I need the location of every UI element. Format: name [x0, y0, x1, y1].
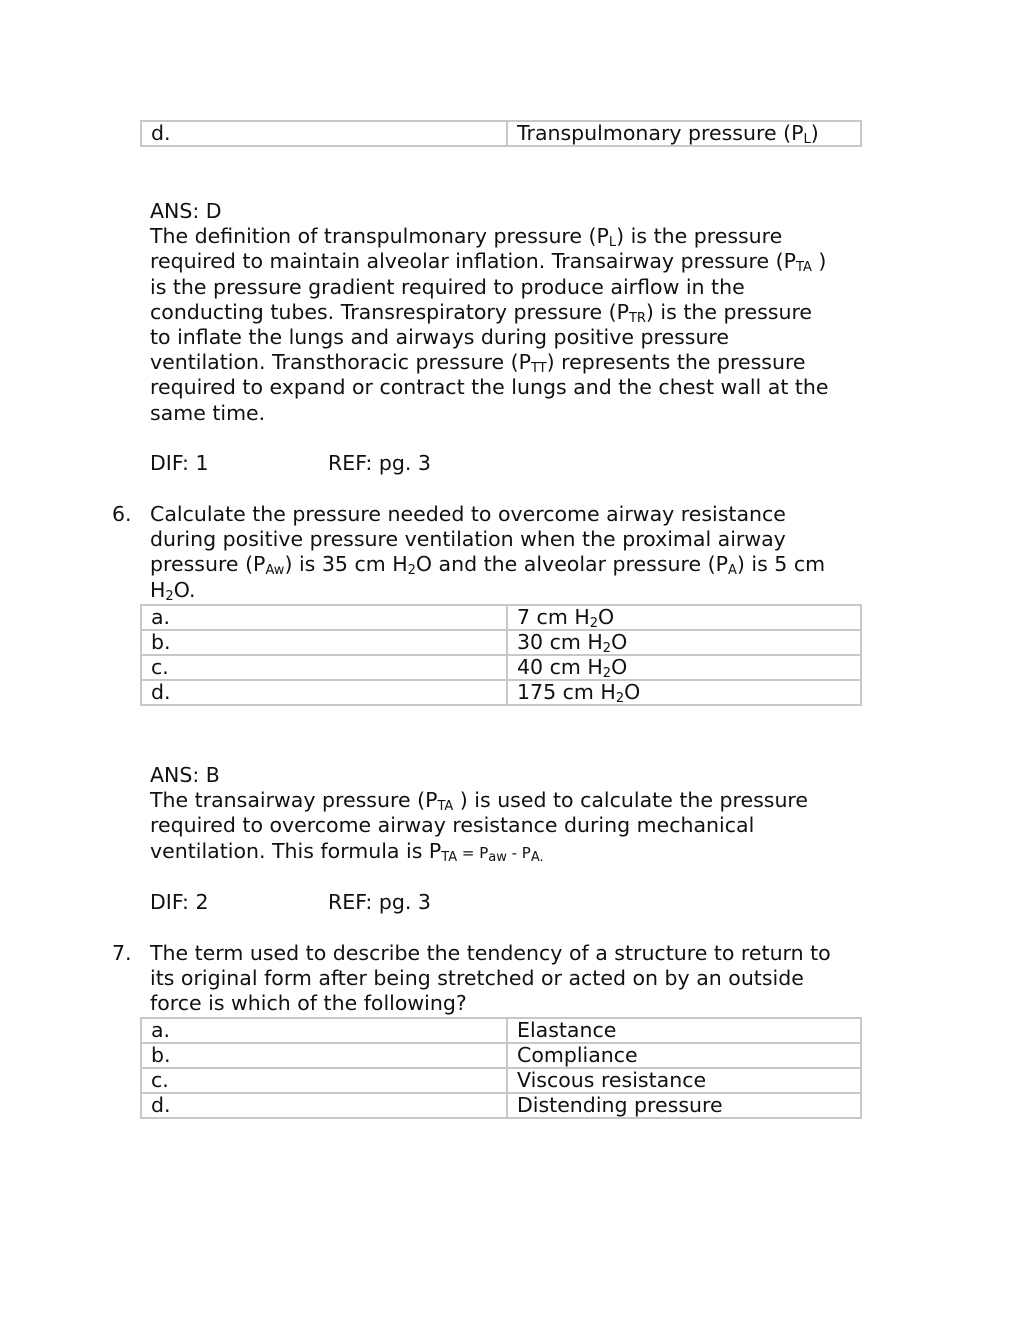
q5-answer-block: [150, 199, 880, 426]
table-row: [141, 605, 861, 630]
q7-options-table: [140, 1017, 862, 1119]
stem-line: Calculate the pressure needed to overcome airway resistance: [150, 502, 786, 526]
q7-stem: [150, 941, 880, 1017]
explanation-line: ventilation. This formula is $P_{TA} = P_{aw} - P_{A.}$: [150, 838, 544, 865]
table-row: [141, 1043, 861, 1068]
question-number: 7.: [112, 941, 132, 965]
answer-label: ANS: D: [150, 199, 222, 223]
option-letter: d.: [141, 1093, 507, 1118]
explanation-line: required to overcome airway resistance during mechanical: [150, 813, 755, 838]
table-row: [141, 121, 861, 146]
reference-label: REF: pg. 3: [328, 890, 431, 914]
explanation-line: The definition of transpulmonary pressure $(P_L)$ is the pressure: [150, 224, 783, 251]
q6-options-table: [140, 604, 862, 706]
explanation-line: is the pressure gradient required to produce airflow in the: [150, 274, 745, 299]
stem-line: pressure $(P_{Aw})$ is 35 cm $H_2O$ and the alveolar pressure $(P_A)$ is 5 cm: [150, 552, 826, 579]
option-letter: c.: [141, 655, 507, 680]
option-text: Viscous resistance: [507, 1068, 861, 1093]
option-text: 7 cm $H_2O$: [507, 605, 861, 630]
explanation-line: same time.: [150, 400, 266, 425]
explanation-line: required to maintain alveolar inflation. Transairway pressure ($P_{TA}$ ): [150, 249, 827, 276]
q5-options-table: [140, 120, 862, 147]
option-text: Distending pressure: [507, 1093, 861, 1118]
option-letter: a.: [141, 605, 507, 630]
option-letter: c.: [141, 1068, 507, 1093]
option-text: 175 cm $H_2O$: [507, 680, 861, 705]
option-letter: a.: [141, 1018, 507, 1043]
question-number: 6.: [112, 502, 132, 526]
stem-line: its original form after being stretched or acted on by an outside: [150, 966, 804, 991]
stem-line: during positive pressure ventilation when the proximal airway: [150, 527, 786, 552]
reference-label: REF: pg. 3: [328, 451, 431, 475]
q6-answer-block: [150, 763, 880, 866]
difficulty-label: DIF: 1: [150, 451, 209, 475]
option-text: Compliance: [507, 1043, 861, 1068]
explanation-line: to inflate the lungs and airways during positive pressure: [150, 325, 730, 350]
table-row: [141, 1018, 861, 1043]
explanation-line: conducting tubes. Transrespiratory pressure $(P_{TR})$ is the pressure: [150, 299, 813, 326]
explanation-line: ventilation. Transthoracic pressure $(P_{TT})$ represents the pressure: [150, 350, 806, 377]
option-letter: b.: [141, 1043, 507, 1068]
stem-line: force is which of the following?: [150, 991, 467, 1016]
option-letter: d.: [141, 680, 507, 705]
option-letter: d.: [141, 121, 507, 146]
difficulty-label: DIF: 2: [150, 890, 209, 914]
stem-line: $H_2O$.: [150, 577, 196, 604]
q6-stem: [150, 502, 880, 603]
option-text: Elastance: [507, 1018, 861, 1043]
option-text: Transpulmonary pressure $(P_L)$: [507, 121, 861, 146]
explanation-line: The transairway pressure ($P_{TA}$ ) is used to calculate the pressure: [150, 788, 809, 815]
answer-label: ANS: B: [150, 763, 220, 787]
table-row: [141, 1093, 861, 1118]
option-letter: b.: [141, 630, 507, 655]
table-row: [141, 680, 861, 705]
option-text: 40 cm $H_2O$: [507, 655, 861, 680]
table-row: [141, 1068, 861, 1093]
explanation-line: required to expand or contract the lungs and the chest wall at the: [150, 375, 829, 400]
table-row: [141, 630, 861, 655]
table-row: [141, 655, 861, 680]
option-text: 30 cm $H_2O$: [507, 630, 861, 655]
stem-line: The term used to describe the tendency of a structure to return to: [150, 941, 831, 965]
